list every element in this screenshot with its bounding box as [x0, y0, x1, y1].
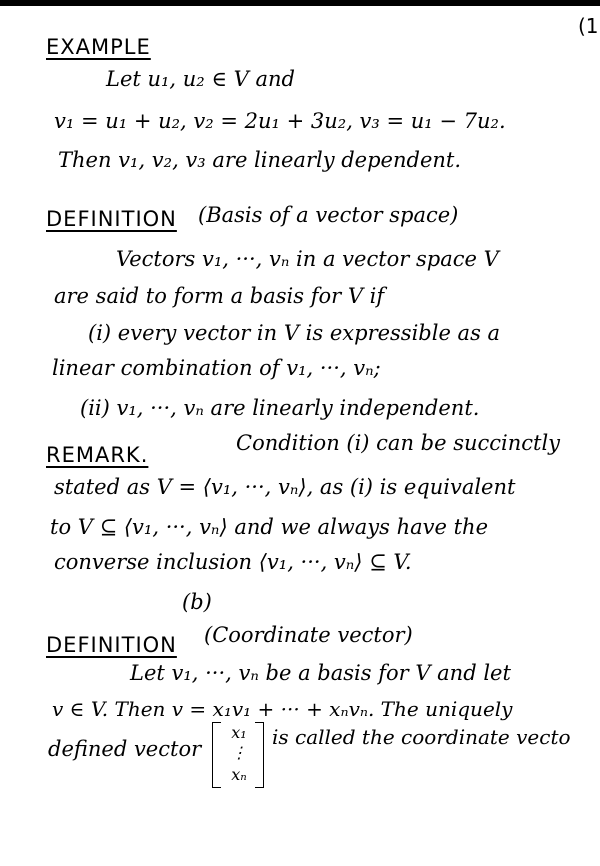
example-heading: EXAMPLE	[46, 35, 151, 59]
definition-coordinate-heading: DEFINITION	[46, 633, 177, 657]
vector-entry-dots: ⋮	[231, 743, 247, 762]
definition-basis-subtitle: (Basis of a vector space)	[198, 203, 459, 227]
remark-line-2: stated as V = ⟨v₁, ···, vₙ⟩, as (i) is equivalent	[54, 475, 516, 499]
vector-entry-first: x₁	[231, 723, 247, 742]
definition-basis-line-4: linear combination of v₁, ···, vₙ;	[52, 356, 381, 380]
definition-coordinate-line-2: v ∈ V. Then v = x₁v₁ + ··· + xₙvₙ. The uniquely	[52, 697, 513, 721]
example-line-3: Then v₁, v₂, v₃ are linearly dependent.	[58, 148, 462, 172]
example-line-1: Let u₁, u₂ ∈ V and	[106, 67, 295, 91]
page-number: (1	[578, 14, 599, 38]
coordinate-column-vector	[212, 722, 264, 788]
definition-basis-line-5: (ii) v₁, ···, vₙ are linearly independent.	[80, 396, 480, 420]
definition-basis-line-1: Vectors v₁, ···, vₙ in a vector space V	[116, 247, 499, 271]
remark-line-1: Condition (i) can be succinctly	[236, 431, 561, 455]
definition-basis-heading: DEFINITION	[46, 207, 177, 231]
remark-line-4: converse inclusion ⟨v₁, ···, vₙ⟩ ⊆ V.	[54, 550, 412, 574]
definition-basis-line-2: are said to form a basis for V if	[54, 284, 385, 308]
definition-coordinate-line-3-end: is called the coordinate vecto	[272, 725, 571, 749]
definition-coordinate-subtitle: (Coordinate vector)	[204, 623, 413, 647]
definition-coordinate-line-3-start: defined vector	[48, 737, 202, 761]
section-marker: (b)	[182, 590, 212, 614]
remark-heading: REMARK.	[46, 443, 149, 467]
right-bracket	[255, 722, 264, 788]
vector-entry-last: xₙ	[231, 765, 247, 784]
definition-coordinate-line-1: Let v₁, ···, vₙ be a basis for V and let	[130, 661, 511, 685]
definition-basis-line-3: (i) every vector in V is expressible as a	[88, 321, 501, 345]
scan-top-border	[0, 0, 600, 6]
example-line-2: v₁ = u₁ + u₂, v₂ = 2u₁ + 3u₂, v₃ = u₁ − 7u₂.	[54, 109, 506, 133]
left-bracket	[212, 722, 221, 788]
remark-line-3: to V ⊆ ⟨v₁, ···, vₙ⟩ and we always have the	[50, 515, 489, 539]
